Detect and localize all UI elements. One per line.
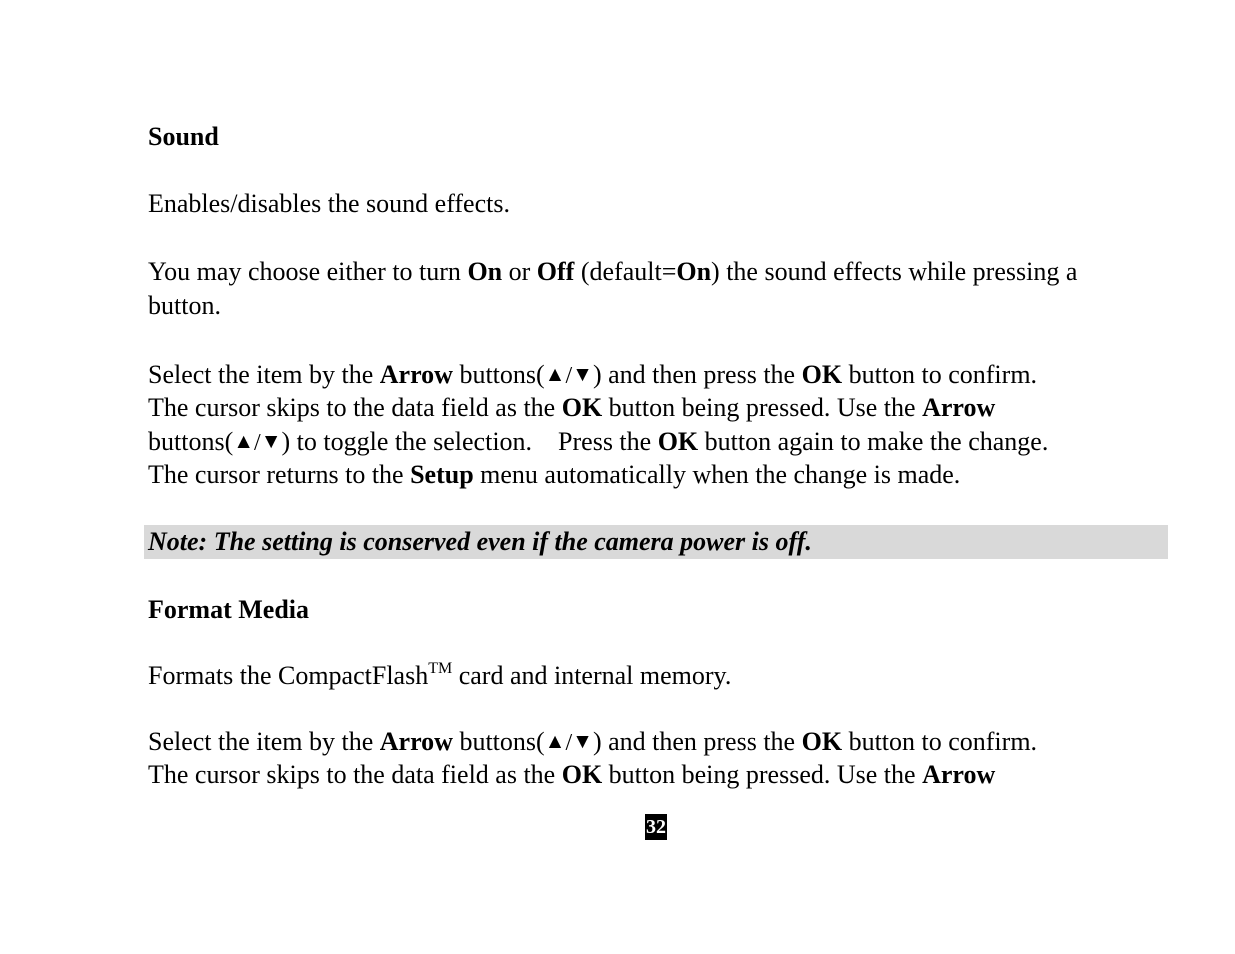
arrow-term: Arrow bbox=[379, 727, 453, 756]
text-run: button to confirm. bbox=[842, 360, 1038, 389]
trademark-mark: TM bbox=[428, 660, 453, 677]
sound-description: Enables/disables the sound effects. bbox=[148, 189, 510, 218]
text-run: card and internal memory. bbox=[452, 661, 732, 690]
format-media-description bbox=[148, 659, 731, 693]
up-arrow-icon: ▲ bbox=[544, 729, 566, 753]
text-run: menu automatically when the change is made. bbox=[473, 460, 961, 489]
text-run: Formats the CompactFlash bbox=[148, 661, 429, 690]
arrow-term: Arrow bbox=[379, 360, 453, 389]
sound-paragraph-line-2: button. bbox=[148, 291, 221, 320]
text-run: The cursor skips to the data field as the bbox=[148, 760, 562, 789]
up-arrow-icon: ▲ bbox=[544, 362, 566, 386]
slash-separator: / bbox=[565, 730, 573, 756]
text-run: buttons( bbox=[452, 727, 545, 756]
format-media-heading: Format Media bbox=[148, 595, 310, 624]
text-run: ) the sound effects while pressing a bbox=[711, 257, 1078, 286]
setup-menu-term: Setup bbox=[410, 460, 474, 489]
on-option-term: On bbox=[467, 257, 503, 286]
text-run: Select the item by the bbox=[148, 727, 380, 756]
down-arrow-icon: ▼ bbox=[260, 429, 282, 453]
ok-term: OK bbox=[801, 727, 843, 756]
text-run: Select the item by the bbox=[148, 360, 380, 389]
slash-separator: / bbox=[565, 363, 573, 389]
text-run: ) to toggle the selection. Press the bbox=[281, 427, 658, 456]
format-instructions-line-1 bbox=[148, 724, 1037, 760]
text-run: button being pressed. Use the bbox=[602, 393, 923, 422]
sound-instructions-line-1 bbox=[148, 357, 1037, 393]
format-instructions-line-2 bbox=[148, 758, 995, 792]
text-run: ) and then press the bbox=[592, 727, 802, 756]
text-run: (default= bbox=[574, 257, 677, 286]
arrow-term: Arrow bbox=[922, 760, 996, 789]
down-arrow-icon: ▼ bbox=[572, 362, 593, 386]
text-run: The cursor skips to the data field as the bbox=[148, 393, 562, 422]
text-run: button being pressed. Use the bbox=[602, 760, 923, 789]
text-run: or bbox=[502, 257, 537, 286]
text-run: buttons( bbox=[148, 427, 234, 456]
ok-term: OK bbox=[657, 427, 699, 456]
off-option-term: Off bbox=[536, 257, 575, 286]
sound-instructions-line-3 bbox=[148, 424, 1048, 460]
sound-heading: Sound bbox=[148, 122, 219, 151]
text-run: The cursor returns to the bbox=[148, 460, 411, 489]
sound-instructions-line-4 bbox=[148, 458, 960, 492]
default-on-term: On bbox=[676, 257, 712, 286]
note-text: Note: The setting is conserved even if the camera power is off. bbox=[148, 527, 812, 556]
sound-instructions-line-2 bbox=[148, 391, 995, 425]
text-run: buttons( bbox=[452, 360, 545, 389]
ok-term: OK bbox=[561, 760, 603, 789]
text-run: ) and then press the bbox=[592, 360, 802, 389]
sound-paragraph-line-1 bbox=[148, 255, 1077, 289]
up-arrow-icon: ▲ bbox=[233, 429, 255, 453]
text-run: button to confirm. bbox=[842, 727, 1038, 756]
ok-term: OK bbox=[801, 360, 843, 389]
text-run: You may choose either to turn bbox=[148, 257, 468, 286]
text-run: button again to make the change. bbox=[698, 427, 1049, 456]
ok-term: OK bbox=[561, 393, 603, 422]
page-number: 32 bbox=[646, 816, 666, 838]
slash-separator: / bbox=[254, 430, 261, 456]
down-arrow-icon: ▼ bbox=[572, 729, 593, 753]
arrow-term: Arrow bbox=[922, 393, 996, 422]
